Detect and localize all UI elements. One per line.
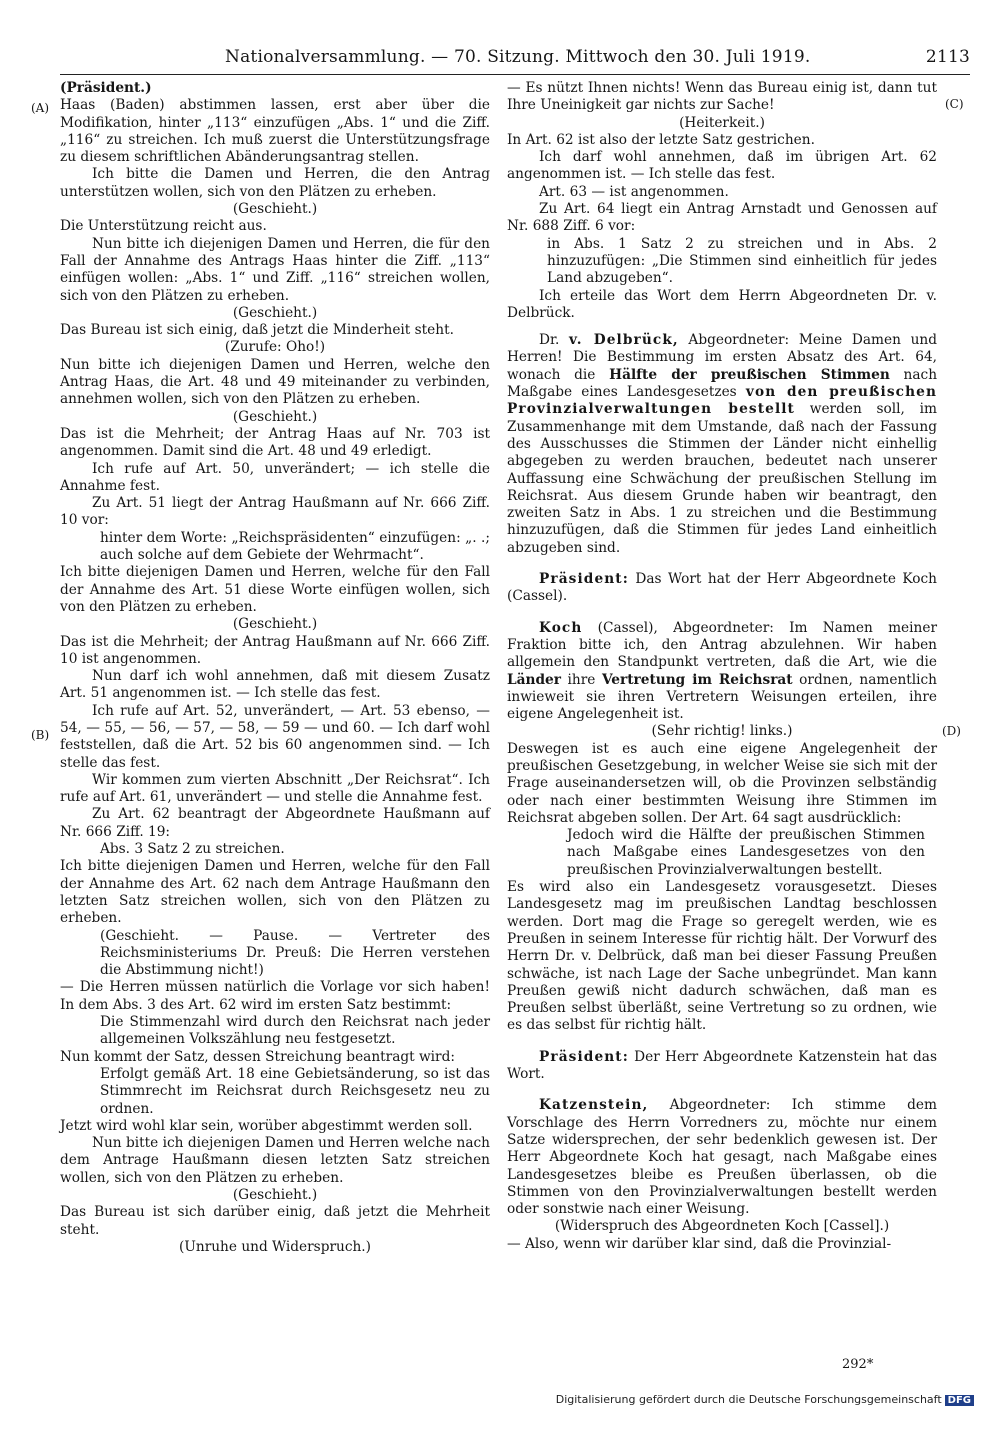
paragraph: Art. 63 — ist angenommen.	[539, 183, 729, 200]
paragraph: Nun darf ich wohl annehmen, daß mit diesem Zusatz Art. 51 angenommen ist. — Ich stelle das fest.	[60, 668, 490, 702]
stage-direction: (Heiterkeit.)	[679, 114, 765, 131]
signature-mark: 292*	[842, 1357, 874, 1372]
stage-direction: (Widerspruch des Abgeordneten Koch [Cassel].)	[554, 1218, 890, 1235]
paragraph: Wir kommen zum vierten Abschnitt „Der Reichsrat“. Ich rufe auf Art. 61, unverändert — und stelle die Annahme fest.	[60, 771, 490, 806]
paragraph: Nun kommt der Satz, dessen Streichung beantragt wird:	[60, 1048, 455, 1065]
paragraph: Das Bureau ist sich darüber einig, daß jetzt die Mehrheit steht.	[60, 1204, 490, 1238]
paragraph: — Es nützt Ihnen nichts! Wenn das Bureau einig ist, dann tut Ihre Uneinigkeit gar nichts zur Sache!	[507, 80, 937, 114]
margin-mark-d: (D)	[942, 724, 961, 738]
dfg-logo-icon: DFG	[945, 1395, 974, 1406]
paragraph: — Also, wenn wir darüber klar sind, daß die Provinzial-	[507, 1235, 892, 1252]
paragraph: — Die Herren müssen natürlich die Vorlage vor sich haben! In dem Abs. 3 des Art. 62 wird im ersten Satz bestimmt:	[60, 979, 490, 1013]
stage-direction: (Geschieht.)	[232, 616, 318, 633]
margin-mark-b: (B)	[31, 728, 50, 742]
quoted-law-text: Jedoch wird die Hälfte der preußischen Stimmen nach Maßgabe eines Landesgesetzes von den preußischen Provinzialverwaltungen bestellt.	[567, 827, 925, 878]
stage-direction: (Geschieht.)	[232, 201, 318, 218]
speaker-name: Präsident:	[539, 1048, 629, 1065]
paragraph: Nun bitte ich diejenigen Damen und Herren, welche den Antrag Haas, die Art. 48 und 49 miteinander zu verbinden, annehmen wollen, sich von den Plätzen zu erheben.	[60, 356, 490, 408]
paragraph: Das Bureau ist sich einig, daß jetzt die Minderheit steht.	[60, 322, 454, 339]
paragraph: Ich rufe auf Art. 52, unverändert, — Art. 53 ebenso, — 54, — 55, — 56, — 57, — 58, — 59 — und 60. — Ich darf wohl feststellen, daß die Art. 52 bis 60 angenommen sind. — Ich stelle das fest.	[60, 702, 490, 771]
speaker-name: v. Delbrück,	[569, 332, 679, 349]
quoted-amendment: Abs. 3 Satz 2 zu streichen.	[100, 841, 285, 858]
stage-direction: (Geschieht.)	[232, 1187, 318, 1203]
speech-president: Präsident: Der Herr Abgeordnete Katzenstein hat das Wort.	[507, 1048, 937, 1083]
quoted-law-text: Die Stimmenzahl wird durch den Reichsrat nach jeder allgemeinen Volkszählung neu festgesetzt.	[100, 1014, 490, 1048]
stage-direction: (Zurufe: Oho!)	[224, 339, 326, 356]
footer-text: Digitalisierung gefördert durch die Deutsche Forschungsgemeinschaft	[555, 1393, 942, 1406]
stage-direction: (Sehr richtig! links.)	[651, 723, 793, 740]
paragraph: Die Unterstützung reicht aus.	[60, 218, 267, 235]
paragraph: Ich bitte diejenigen Damen und Herren, welche für den Fall der Annahme des Art. 62 nach dem Antrage Haußmann den letzten Satz streichen wollen, sich von den Plätzen zu erheben.	[60, 858, 490, 927]
quoted-amendment: hinter dem Worte: „Reichspräsidenten“ einzufügen: „. .; auch solche auf dem Gebiete der Wehrmacht“.	[100, 529, 490, 564]
paragraph: Zu Art. 62 beantragt der Abgeordnete Haußmann auf Nr. 666 Ziff. 19:	[60, 806, 490, 840]
stage-direction: (Geschieht. — Pause. — Vertreter des Reichsministeriums Dr. Preuß: Die Herren verstehen die Abstimmung nicht!)	[100, 927, 490, 979]
stage-direction: (Geschieht.)	[232, 408, 318, 425]
running-header	[225, 47, 970, 71]
speech-koch: Koch (Cassel), Abgeordneter: Im Namen meiner Fraktion bitte ich, den Antrag abzulehnen. Wir haben allgemein den Standpunkt vertreten, daß die Art, wie die Länder ihre Vertretung im Reichsrat ordnen, namentlich inwieweit sie ihren Vertretern Weisungen erteilen, ihre eigene Angelegenheit ist.	[507, 619, 937, 723]
paragraph: Jetzt wird wohl klar sein, worüber abgestimmt werden soll.	[60, 1117, 473, 1134]
page-number: 2113	[925, 47, 970, 67]
paragraph: Ich darf wohl annehmen, daß im übrigen Art. 62 angenommen ist. — Ich stelle das fest.	[507, 149, 937, 183]
paragraph: In Art. 62 ist also der letzte Satz gestrichen.	[507, 131, 815, 148]
right-column	[507, 80, 937, 1253]
stage-direction: (Unruhe und Widerspruch.)	[179, 1238, 371, 1255]
speaker-tag: (Präsident.)	[60, 80, 152, 96]
paragraph: Das ist die Mehrheit; der Antrag Haußmann auf Nr. 666 Ziff. 10 ist angenommen.	[60, 633, 490, 667]
footer-credit	[556, 1393, 974, 1406]
paragraph: Es wird also ein Landesgesetz vorausgesetzt. Dieses Landesgesetz mag im preußischen Landtag beschlossen werden. Dort mag die Frage so geregelt werden, wie es Preußen in seinem Interesse für richtig hält. Der Vorwurf des Herrn Dr. v. Delbrück, daß man bei dieser Fassung Preußen schwäche, ist nach Lage der Sache unbegründet. Man kann Preußen gewiß nicht dadurch schwächen, daß man es Preußen selbst überläßt, seine Vertretung so zu ordnen, wie es das selbst für richtig hält.	[507, 879, 937, 1034]
paragraph: Zu Art. 64 liegt ein Antrag Arnstadt und Genossen auf Nr. 688 Ziff. 6 vor:	[507, 201, 937, 235]
paragraph: Nun bitte ich diejenigen Damen und Herren welche nach dem Antrage Haußmann diesen letzten Satz streichen wollen, sich von den Plätzen zu erheben.	[60, 1135, 490, 1186]
paragraph: Ich erteile das Wort dem Herrn Abgeordneten Dr. v. Delbrück.	[507, 287, 937, 321]
paragraph: Ich rufe auf Art. 50, unverändert; — ich stelle die Annahme fest.	[60, 460, 490, 494]
speaker-name: Koch	[539, 619, 583, 636]
left-column	[60, 80, 490, 1256]
stage-direction: (Geschieht.)	[232, 304, 318, 321]
paragraph: Ich bitte die Damen und Herren, die den Antrag unterstützen wollen, sich von den Plätzen zu erheben.	[60, 166, 490, 200]
speaker-name: Präsident:	[539, 571, 629, 588]
speech-katzenstein: Katzenstein, Abgeordneter: Ich stimme dem Vorschlage des Herrn Vorredners zu, möchte nur einem Satze widersprechen, der sehr bedenklich gewesen ist. Der Herr Abgeordnete Koch hat gesagt, nach Maßgabe eines Landesgesetzes bleibe es Preußen überlassen, ob die Stimmen von den Provinzialverwaltungen bestellt werden oder sonstwie nach einer Weisung.	[507, 1097, 937, 1218]
quoted-amendment: in Abs. 1 Satz 2 zu streichen und in Abs. 2 hinzuzufügen: „Die Stimmen sind einheitlich für jedes Land abzugeben“.	[547, 235, 937, 287]
speech-delbrueck: Dr. v. Delbrück, Abgeordneter: Meine Damen und Herren! Die Bestimmung im ersten Absatz des Art. 64, wonach die Hälfte der preußischen Stimmen nach Maßgabe eines Landesgesetzes von den preußischen Provinzialverwaltungen bestellt werden soll, im Zusammenhange mit dem Umstande, daß nach der Fassung des Ausschusses die Stimmen der Länder nicht einhellig abgegeben zu werden brauchen, bedeutet nach unserer Auffassung eine Schwächung der preußischen Stellung im Reichsrat. Aus diesem Grunde haben wir beantragt, den zweiten Satz in Abs. 1 zu streichen und die Bestimmung hinzuzufügen, daß die Stimmen für jedes Land einheitlich abzugeben sind.	[507, 332, 938, 556]
paragraph: Deswegen ist es auch eine eigene Angelegenheit der preußischen Gesetzgebung, in welcher Weise sie sich mit der Frage auseinandersetzen will, ob die Provinzen selbständig oder nach einer bestimmten Weisung ihre Stimmen im Reichsrat abgeben sollen. Der Art. 64 sagt ausdrücklich:	[507, 740, 937, 826]
quoted-law-text: Erfolgt gemäß Art. 18 eine Gebietsänderung, so ist das Stimmrecht im Reichsrat durch Reichsgesetz neu zu ordnen.	[100, 1065, 490, 1117]
paragraph: Ich bitte diejenigen Damen und Herren, welche für den Fall der Annahme des Art. 51 diese Worte einfügen wollen, sich von den Plätzen zu erheben.	[60, 564, 490, 615]
header-rule	[60, 74, 970, 75]
paragraph: Das ist die Mehrheit; der Antrag Haas auf Nr. 703 ist angenommen. Damit sind die Art. 48 und 49 erledigt.	[60, 425, 490, 460]
margin-mark-c: (C)	[945, 97, 964, 111]
paragraph: Nun bitte ich diejenigen Damen und Herren, die für den Fall der Annahme des Antrags Haas hinter die Ziff. „113“ einfügen wollen: „Abs. 1“ und Ziff. „116“ streichen wollen, sich von den Plätzen zu erheben.	[60, 235, 490, 304]
margin-mark-a: (A)	[31, 101, 50, 115]
running-title: Nationalversammlung. — 70. Sitzung. Mittwoch den 30. Juli 1919.	[225, 47, 811, 67]
paragraph: Haas (Baden) abstimmen lassen, erst aber über die Modifikation, hinter „113“ einzufügen „Abs. 1“ und die Ziff. „116“ zu streichen. Ich muß zuerst die Unterstützungsfrage zu diesem schriftlichen Abänderungsantrag stellen.	[60, 97, 490, 166]
speaker-name: Katzenstein,	[539, 1097, 649, 1114]
paragraph: Zu Art. 51 liegt der Antrag Haußmann auf Nr. 666 Ziff. 10 vor:	[60, 495, 490, 529]
speech-president: Präsident: Das Wort hat der Herr Abgeordnete Koch (Cassel).	[507, 571, 937, 605]
